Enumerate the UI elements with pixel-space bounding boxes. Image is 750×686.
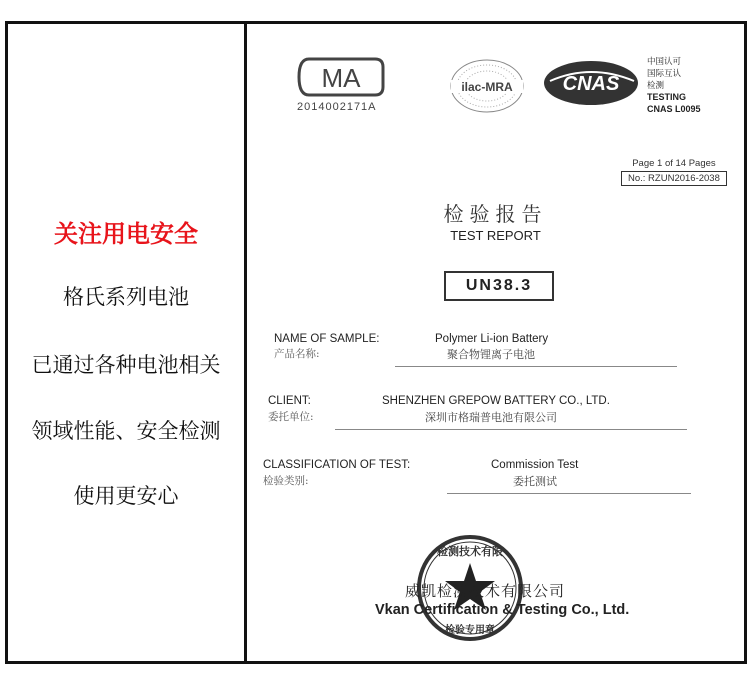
- left-line-2: 已通过各种电池相关: [31, 353, 221, 377]
- report-title-en: TEST REPORT: [450, 228, 541, 243]
- sample-underline: [395, 366, 677, 367]
- left-panel: [8, 24, 244, 661]
- cnas-line: 中国认可: [647, 56, 682, 66]
- cnas-line: 检测: [647, 80, 665, 90]
- cnas-line: TESTING: [647, 92, 687, 102]
- cnas-caption: [647, 55, 701, 115]
- company-name-cn: 威凯检测技术有限公司: [405, 582, 566, 600]
- classification-value-cn: 委托测试: [513, 475, 557, 488]
- classification-value-en: Commission Test: [491, 459, 579, 471]
- cma-number: 2014002171A: [297, 101, 377, 113]
- report-number: No.: RZUN2016-2038: [621, 171, 727, 186]
- left-line-4: 使用更安心: [73, 484, 179, 508]
- svg-text:CNAS: CNAS: [562, 73, 620, 95]
- left-line-1: 格氏系列电池: [63, 285, 189, 309]
- sample-value-cn: 聚合物锂离子电池: [447, 348, 535, 361]
- svg-text:检验专用章: 检验专用章: [445, 625, 495, 636]
- cnas-logo-icon: [542, 59, 640, 107]
- company-name-en: Vkan Certification & Testing Co., Ltd.: [375, 602, 630, 618]
- sample-value-en: Polymer Li-ion Battery: [435, 333, 549, 345]
- client-underline: [335, 429, 687, 430]
- svg-text:MA: MA: [321, 63, 361, 93]
- test-standard: UN38.3: [444, 271, 554, 301]
- report-title-cn: 检验报告: [443, 202, 548, 226]
- svg-text:检测技术有限: 检测技术有限: [437, 545, 503, 558]
- classification-label-cn: 检验类别:: [263, 475, 309, 487]
- ilac-mra-logo-icon: [447, 56, 527, 116]
- cnas-line: CNAS L0095: [647, 104, 701, 114]
- svg-text:ilac-MRA: ilac-MRA: [461, 80, 513, 94]
- slogan: 关注用电安全: [54, 220, 198, 248]
- page-info: [621, 158, 727, 186]
- cma-logo-icon: [295, 57, 385, 97]
- certificate-frame: [5, 21, 747, 664]
- cnas-line: 国际互认: [647, 68, 682, 78]
- client-value-en: SHENZHEN GREPOW BATTERY CO., LTD.: [382, 395, 610, 407]
- sample-label-en: NAME OF SAMPLE:: [274, 333, 380, 345]
- classification-underline: [447, 493, 691, 494]
- left-line-3: 领域性能、安全检测: [31, 419, 221, 443]
- classification-label-en: CLASSIFICATION OF TEST:: [263, 459, 411, 471]
- sample-label-cn: 产品名称:: [274, 348, 320, 360]
- page-count: Page 1 of 14 Pages: [632, 158, 716, 169]
- client-value-cn: 深圳市格瑞普电池有限公司: [425, 411, 557, 424]
- test-report-document: [247, 24, 744, 661]
- client-label-cn: 委托单位:: [268, 411, 314, 423]
- client-label-en: CLIENT:: [268, 395, 311, 407]
